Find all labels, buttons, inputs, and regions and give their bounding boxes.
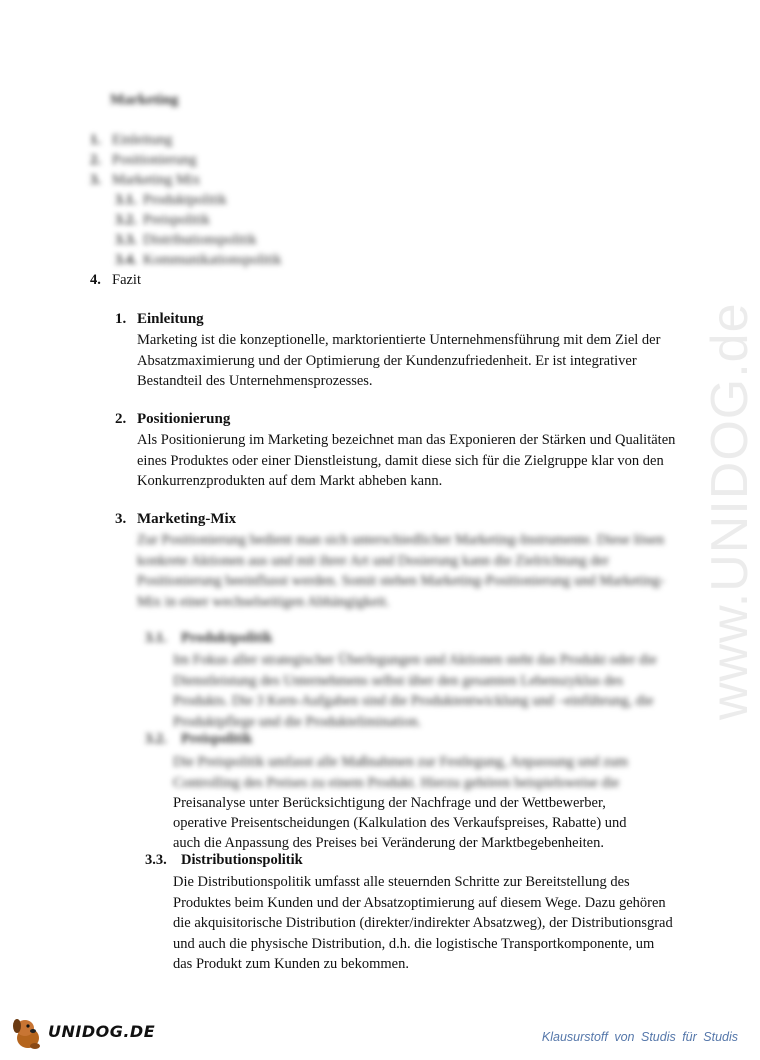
toc-item-fazit: 4. Fazit	[90, 272, 141, 288]
subsection-heading: 3.2. Preispolitik	[145, 731, 253, 747]
toc-title: Marketing	[110, 92, 179, 108]
watermark: www.UNIDOG.de	[701, 302, 759, 720]
section-heading: 1. Einleitung	[115, 311, 204, 327]
section-paragraph: Marketing ist die konzeptionelle, marktorientierte Unternehmensführung mit dem Ziel der Absatzmaximierung und der Optimierung der Kundenzufriedenheit. Er ist integrativer Bestandteil des Unternehmensprozesses.	[137, 332, 661, 389]
toc-subitem: 3.4. Kommunikationspolitik	[115, 252, 282, 268]
toc-item: 3. Marketing Mix	[90, 172, 201, 188]
section-paragraph: Als Positionierung im Marketing bezeichnet man das Exponieren der Stärken und Qualitäten eines Produktes oder einer Dienstleistung, damit diese sich für die Zielgruppe klar von den Konkurrenzprodukten auf dem Markt abheben kann.	[137, 432, 676, 489]
subsection-paragraph-line: operative Preisentscheidungen (Kalkulation des Verkaufspreises, Rabatte) und	[173, 815, 627, 831]
section-heading: 2. Positionierung	[115, 411, 231, 427]
subsection-paragraph-line: Preisanalyse unter Berücksichtigung der Nachfrage und der Wettbewerber,	[173, 795, 606, 811]
subsection-paragraph: Im Fokus aller strategischer Überlegungen und Aktionen steht das Produkt oder die Dienstleistung des Unternehmens selbst über den gesamten Lebenszyklus des Produkts. Die 3 Kern-Aufgaben sind die Produktentwicklung und –einführung, die Produktpflege und die Produktelimination.	[173, 652, 657, 730]
logo-text: UNIDOG.DE	[48, 1022, 156, 1041]
toc-subitem: 3.2. Preispolitik	[115, 212, 210, 228]
footer-tagline: Klausurstoff von Studis für Studis	[541, 1030, 738, 1044]
unidog-logo[interactable]	[8, 1012, 156, 1052]
dog-icon	[8, 1012, 48, 1052]
subsection-paragraph: Die Preispolitik umfasst alle Maßnahmen zur Festlegung, Anpassung und zum Controlling des Preises zu einem Produkt. Hierzu gehören beispielsweise die	[173, 754, 629, 791]
toc-subitem: 3.3. Distributionspolitik	[115, 232, 257, 248]
section-heading: 3. Marketing-Mix	[115, 511, 237, 527]
toc-item: 1. Einleitung	[90, 132, 173, 148]
toc-subitem: 3.1. Produktpolitik	[115, 192, 227, 208]
section-paragraph: Zur Positionierung bedient man sich unterschiedlicher Marketing-Instrumente. Diese lösen konkrete Aktionen aus und mit ihrer Art und Dosierung kann die Zielrichtung der Positionierung beeinflusst werden. Somit stehen Marketing-Positionierung und Marketing-Mix in einer wechselseitigen Abhängigkeit.	[137, 532, 665, 610]
subsection-paragraph-line: auch die Anpassung des Preises bei Veränderung der Marktbegebenheiten.	[173, 835, 604, 851]
subsection-heading: 3.1. Produktpolitik	[145, 630, 273, 646]
toc-item: 2. Positionierung	[90, 152, 197, 168]
subsection-paragraph: Die Distributionspolitik umfasst alle steuernden Schritte zur Bereitstellung des Produktes beim Kunden und der Absatzoptimierung auf diesem Wege. Dazu gehören die akquisitorische Distribution (direkter/indirekter Absatzweg), der Distributionsgrad und auch die physische Distribution, d.h. die logistische Transportkomponente, um das Produkt zum Kunden zu bekommen.	[173, 874, 673, 972]
subsection-heading: 3.3. Distributionspolitik	[145, 852, 303, 868]
